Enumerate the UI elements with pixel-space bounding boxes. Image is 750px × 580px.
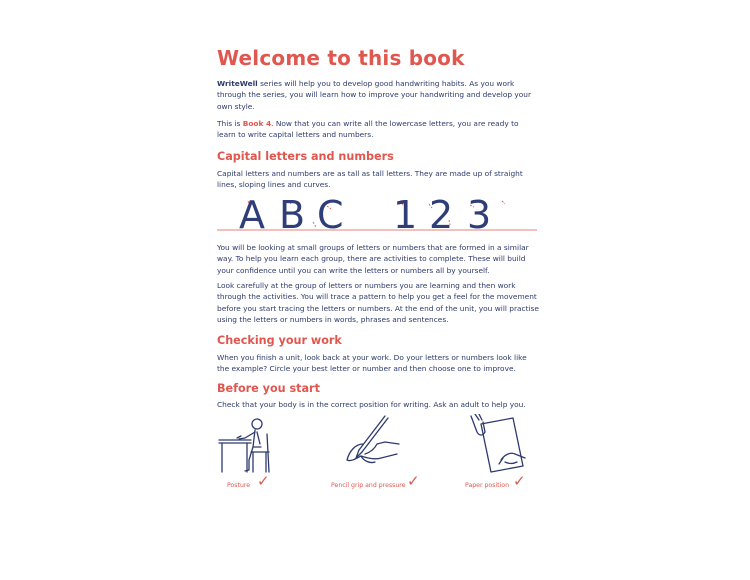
example-glyph-3: 3 [467,193,492,237]
caption-paper-position: Paper position [465,482,509,489]
capital-paragraph-2: You will be looking at small groups of letters or numbers that are formed in a similar way. To help you learn each group, there are activities to complete. These will build your confidence until you can write the letters or numbers all by yourself. [217,243,529,275]
example-glyph-1: 1 [393,193,418,237]
posture-icon [217,414,277,474]
page-title: Welcome to this book [217,46,465,70]
tick-icon-posture: ✓ [257,472,270,490]
caption-pencil-grip: Pencil grip and pressure [331,482,406,489]
capital-paragraph-3: Look carefully at the group of letters or numbers you are learning and then work through the activities. You will trace a pattern to help you get a feel for the movement before you start tracing the letters or numbers. At the end of the unit, you will practise using the letters or numbers in words, phrases and sentences. [217,281,539,325]
heading-before-you-start: Before you start [217,382,320,395]
intro-paragraph-1: WriteWell series will help you to develop good handwriting habits. As you work through the series, you will learn how to improve your handwriting and develop your own style. [217,79,532,111]
book-number: Book 4 [242,119,272,128]
before-paragraph: Check that your body is in the correct position for writing. Ask an adult to help you. [217,400,526,409]
heading-checking-work: Checking your work [217,334,342,347]
example-glyph-2: 2 [429,193,454,237]
caption-posture: Posture [227,482,251,489]
example-glyph-b: B [279,193,306,237]
heading-capital-letters: Capital letters and numbers [217,150,394,163]
capital-paragraph-1: Capital letters and numbers are as tall as tall letters. They are made up of straight lines, sloping lines and curves. [217,169,523,190]
intro-paragraph-2: This is Book 4. Now that you can write all the lowercase letters, you are ready to learn to write capital letters and numbers. [217,119,519,140]
paper-position-icon [467,414,527,474]
tick-icon-pencil-grip: ✓ [407,472,420,490]
tick-icon-paper-position: ✓ [513,472,526,490]
checking-paragraph: When you finish a unit, look back at your work. Do your letters or numbers look like the example? Circle your best letter or number and then choose one to improve. [217,353,527,374]
example-glyph-a: A [239,193,265,237]
brand-name: WriteWell [217,79,258,88]
pencil-grip-icon [341,414,401,474]
example-letters [217,194,537,238]
example-glyph-c: C [317,193,344,237]
